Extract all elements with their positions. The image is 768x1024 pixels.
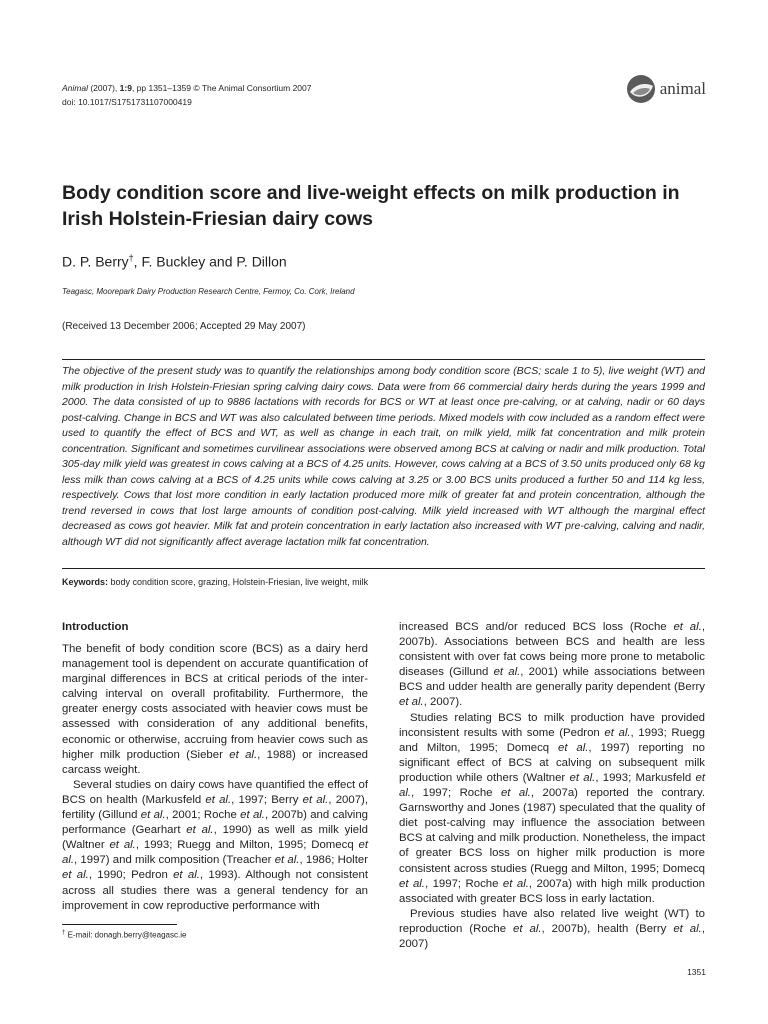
received-dates: (Received 13 December 2006; Accepted 29 May 2007): [62, 321, 306, 332]
intro-paragraph-1: The benefit of body condition score (BCS) as a dairy herd management tool is dependent on accurate quantification of marginal differences in BCS at critical periods of the inter-calving interval on overall profitability. Furthermore, the greater energy costs associated with heavier cows must be assessed with consideration of any additional benefits, economic or otherwise, accruing from heavier cows such as higher milk production (Sieber et al., 1988) or increased carcass weight.: [62, 643, 368, 776]
journal-logo: [626, 74, 706, 104]
intro-paragraph-5: Previous studies have also related live weight (WT) to reproduction (Roche et al., 2007b), health (Berry et al., 2007): [399, 907, 705, 950]
citation-year: (2007),: [87, 83, 120, 93]
abstract-top-rule: [62, 359, 705, 360]
intro-paragraph-2: Several studies on dairy cows have quantified the effect of BCS on health (Markusfeld et al., 1997; Berry et al., 2007), fertility (Gillund et al., 2001; Roche et al., 2007b) and calving performance (Gearhart et al., 1990) as well as milk yield (Waltner et al., 1993; Ruegg and Milton, 1995; Domecq et al., 1997) and milk composition (Treacher et al., 1986; Holter et al., 1990; Pedron et al., 1993). Although not consistent across all studies there was a general tendency for an improvement in cow reproductive performance with: [62, 778, 368, 912]
logo-text: animal: [659, 79, 706, 98]
section-heading-introduction: Introduction: [62, 621, 129, 633]
paper-title: Body condition score and live-weight effects on milk production in Irish Holstein-Friesian dairy cows: [62, 182, 680, 230]
citation-volume: 1:9: [119, 83, 132, 93]
keywords-text: body condition score, grazing, Holstein-Friesian, live weight, milk: [108, 577, 369, 587]
affiliation: Teagasc, Moorepark Dairy Production Research Centre, Fermoy, Co. Cork, Ireland: [62, 287, 355, 296]
left-column: [62, 620, 368, 914]
right-column: [399, 620, 705, 952]
journal-citation: [62, 81, 311, 109]
footnote: [62, 930, 186, 940]
intro-paragraph-3: increased BCS and/or reduced BCS loss (Roche et al., 2007b). Associations between BCS and health are less consistent with over fat cows being more prone to metabolic diseases (Gillund et al., 2001) while associations between BCS and udder health are generally parity dependent (Berry et al., 2007).: [399, 621, 705, 709]
journal-name: Animal: [62, 83, 88, 93]
abstract: The objective of the present study was to quantify the relationships among body condition score (BCS; scale 1 to 5), live weight (WT) and milk production in Irish Holstein-Friesian spring calving dairy cows. Data were from 66 commercial dairy herds during the years 1999 and 2000. The data consisted of up to 9886 lactations with records for BCS or WT at least once pre-calving, or at calving, nadir or 60 days post-calving. Change in BCS and WT was also calculated between time periods. Mixed models with cow included as a random effect were used to quantify the effect of BCS and WT, as well as change in each trait, on milk yield, milk fat concentration and milk protein concentration. Significant and sometimes curvilinear associations were observed among BCS at calving or nadir and milk production. Total 305-day milk yield was greatest in cows calving at a BCS of 4.25 units. However, cows calving at a BCS of 3.50 units produced only 68 kg less milk than cows calving at a BCS of 4.25 units while cows calving at 3.25 or 3.00 BCS units produced a further 50 and 114 kg less, respectively. Cows that lost more condition in early lactation produced more milk of greater fat and protein concentration, although the trend reversed in cows that lost large amounts of condition post-calving. Milk yield increased with WT although the marginal effect decreased as cows got heavier. Milk fat and protein concentration in early lactation also increased with WT pre-calving, calving and nadir, although WT did not significantly affect average lactation milk fat concentration.: [62, 365, 705, 548]
abstract-bottom-rule: [62, 568, 705, 569]
footnote-mark: †: [62, 930, 66, 936]
page-number: 1351: [687, 967, 706, 977]
copyright: © The Animal Consortium 2007: [191, 83, 312, 93]
citation-pages: , pp 1351–1359: [131, 83, 192, 93]
author-1: D. P. Berry: [62, 253, 129, 270]
intro-paragraph-4: Studies relating BCS to milk production have provided inconsistent results with some (Pedron et al., 1993; Ruegg and Milton, 1995; Domecq et al., 1997) reporting no significant effect of BCS at calving on subsequent milk production while others (Waltner et al., 1993; Markusfeld et al., 1997; Roche et al., 2007a) reported the contrary. Garnsworthy and Jones (1987) speculated that the quality of diet post-calving may influence the association between BCS at calving and milk production. Nonetheless, the impact of greater BCS loss on higher milk production is more consistent across studies (Ruegg and Milton, 1995; Domecq et al., 1997; Roche et al., 2007a) with high milk production associated with greater BCS loss in early lactation.: [399, 711, 705, 905]
doi: doi: 10.1017/S1751731107000419: [62, 97, 192, 107]
author-mark: †: [128, 253, 134, 263]
animal-logo-icon: [626, 74, 656, 104]
keywords: [62, 577, 368, 587]
keywords-label: Keywords:: [62, 577, 109, 587]
footnote-email: E-mail: donagh.berry@teagasc.ie: [65, 930, 187, 940]
authors: [62, 253, 287, 270]
footnote-rule: [62, 924, 177, 925]
other-authors: , F. Buckley and P. Dillon: [133, 253, 287, 270]
